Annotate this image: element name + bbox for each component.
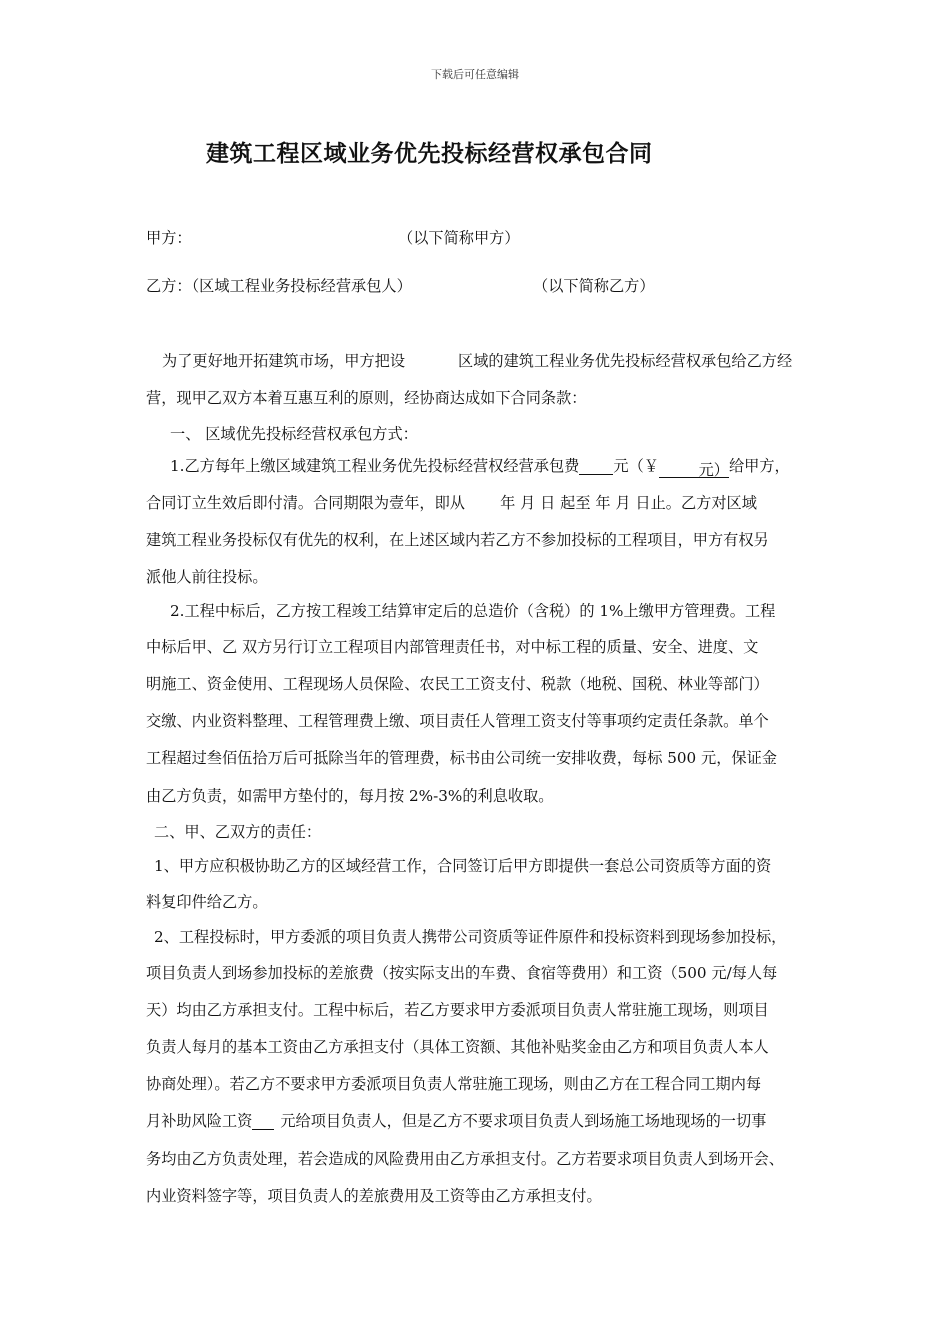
party-b-label: 乙方：（区域工程业务投标经营承包人） — [146, 277, 412, 295]
duty-2-line-8: 内业资料签字等，项目负责人的差旅费用及工资等由乙方承担支付。 — [146, 1187, 602, 1205]
fee-blank — [579, 456, 613, 475]
clause-2-line-3: 明施工、资金使用、工程现场人员保险、农民工工资支付、税款（地税、国税、林业等部门） — [146, 675, 769, 693]
duty-1-line-1: 1、甲方应积极协助乙方的区域经营工作，合同签订后甲方即提供一套总公司资质等方面的资 — [154, 857, 772, 875]
risk-wage-blank — [252, 1111, 274, 1130]
party-a-label: 甲方： — [146, 229, 192, 247]
document-title: 建筑工程区域业务优先投标经营权承包合同 — [206, 141, 653, 167]
fee-amount-blank: 元） — [659, 459, 729, 478]
clause-2-line-2: 中标后甲、乙 双方另行订立工程项目内部管理责任书，对中标工程的质量、安全、进度、文 — [146, 638, 759, 656]
party-b-alias: （以下简称乙方） — [533, 277, 655, 295]
party-a-alias: （以下简称甲方） — [398, 229, 520, 247]
duty-1-line-2: 料复印件给乙方。 — [146, 893, 268, 911]
para-1-line-2: 营，现甲乙双方本着互惠互利的原则，经协商达成如下合同条款： — [146, 389, 587, 407]
section-2-heading: 二、甲、乙双方的责任： — [154, 823, 322, 841]
clause-2-line-1: 2.工程中标后，乙方按工程竣工结算审定后的总造价（含税）的 1%上缴甲方管理费。工程 — [170, 602, 776, 620]
clause-2-line-6: 由乙方负责，如需甲方垫付的，每月按 2%-3%的利息收取。 — [146, 787, 554, 805]
clause-2-line-5: 工程超过叁佰伍拾万后可抵除当年的管理费，标书由公司统一安排收费，每标 500 元，保证金 — [146, 749, 777, 767]
duty-2-line-5: 协商处理）。若乙方不要求甲方委派项目负责人常驻施工现场，则由乙方在工程合同工期内每 — [146, 1075, 762, 1093]
clause-2-line-4: 交缴、内业资料整理、工程管理费上缴、项目责任人管理工资支付等事项约定责任条款。单个 — [146, 712, 769, 730]
clause-1-line-1: 1.乙方每年上缴区域建筑工程业务优先投标经营权经营承包费 元（￥ 元）给甲方， — [170, 457, 790, 479]
section-1-heading: 一、 区域优先投标经营权承包方式： — [170, 425, 418, 443]
duty-2-line-1: 2、工程投标时，甲方委派的项目负责人携带公司资质等证件原件和投标资料到现场参加投标， — [154, 928, 787, 946]
clause-1-line-3: 建筑工程业务投标仅有优先的权利，在上述区域内若乙方不参加投标的工程项目，甲方有权另 — [146, 531, 769, 549]
duty-2-line-2: 项目负责人到场参加投标的差旅费（按实际支出的车费、食宿等费用）和工资（500 元/每人每 — [146, 964, 778, 982]
para-1-line-1b: 区域的建筑工程业务优先投标经营权承包给乙方经 — [458, 352, 793, 370]
duty-2-line-4: 负责人每月的基本工资由乙方承担支付（具体工资额、其他补贴奖金由乙方和项目负责人本人 — [146, 1038, 769, 1056]
duty-2-line-7: 务均由乙方负责处理，若会造成的风险费用由乙方承担支付。乙方若要求项目负责人到场开会、 — [146, 1150, 784, 1168]
page-header-note: 下载后可任意编辑 — [431, 68, 519, 81]
para-1-line-1a: 为了更好地开拓建筑市场，甲方把设 — [162, 352, 405, 370]
clause-1-line-4: 派他人前往投标。 — [146, 568, 268, 586]
duty-2-line-6: 月补助风险工资 元给项目负责人，但是乙方不要求项目负责人到场施工场地现场的一切事 — [146, 1112, 767, 1130]
clause-1-line-2: 合同订立生效后即付清。合同期限为壹年，即从 年 月 日 起至 年 月 日止。乙方对区域 — [146, 494, 757, 512]
duty-2-line-3: 天）均由乙方承担支付。工程中标后，若乙方要求甲方委派项目负责人常驻施工现场，则项目 — [146, 1001, 769, 1019]
